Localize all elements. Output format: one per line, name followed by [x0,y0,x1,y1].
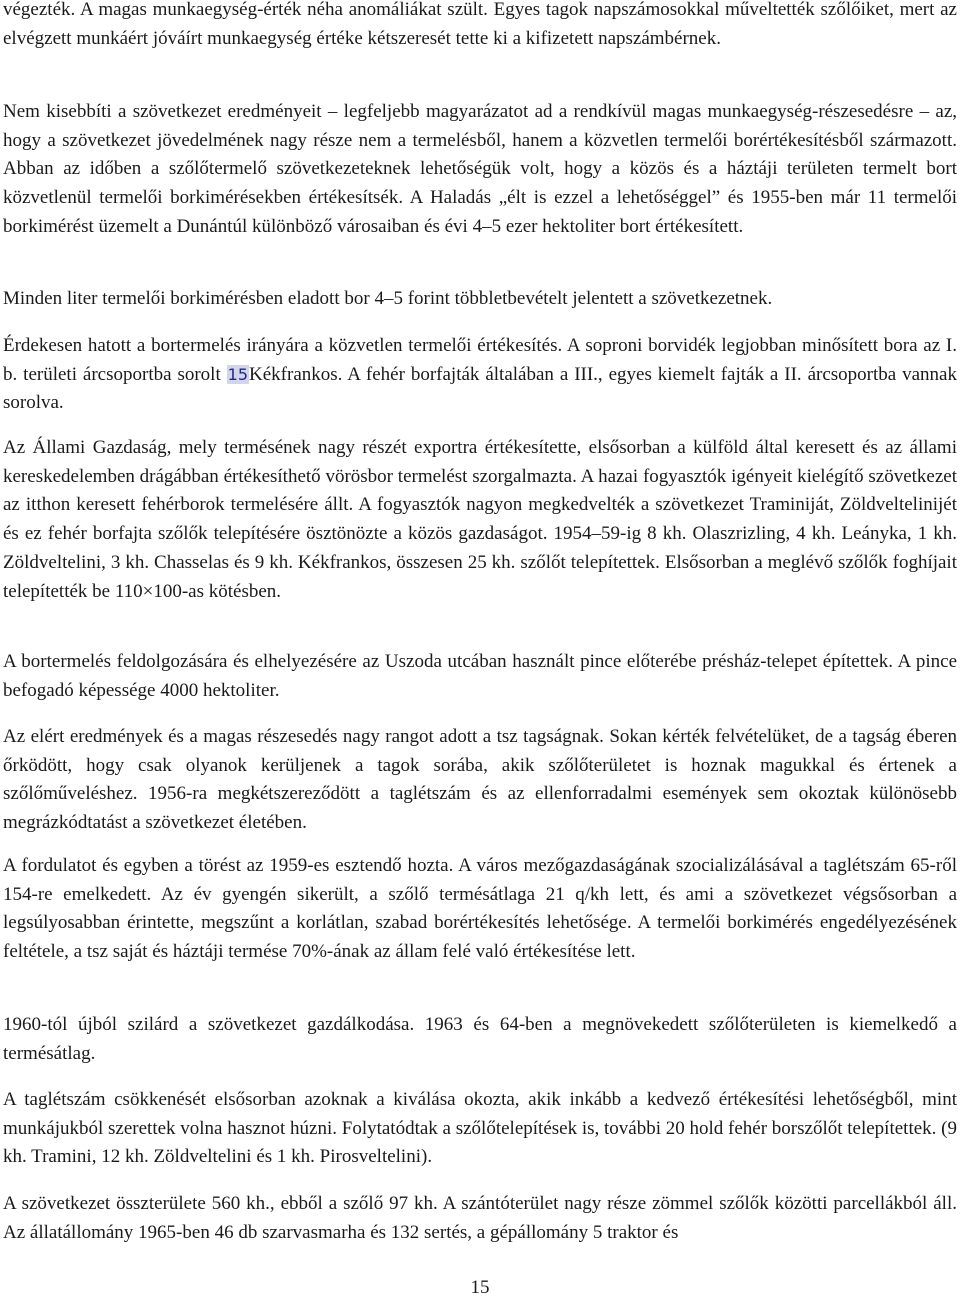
paragraph-9: 1960-tól újból szilárd a szövetkezet gazdálkodása. 1963 és 64-ben a megnövekedett szőlőterületen is kiemelkedő a termésátlag. [3,1014,957,1064]
paragraph-4 [3,332,957,418]
paragraph-5: Az Állami Gazdaság, mely termésének nagy részét exportra értékesítette, elsősorban a külföld által keresett és az állami kereskedelemben drágábban értékesíthető vörösbor termelést szorgalmazta. A hazai fogyasztók igényeit kielégítő szövetkezet az itthon keresett fehérborok termelésére állt. A fogyasztók nagyon megkedvelték a szövetkezet Traminiját, Zöldveltelinijét és ez fehér borfajta szőlők telepítésére ösztönözte a közös gazdaságot. 1954–59-ig 8 kh. Olaszrizling, 4 kh. Leányka, 1 kh. Zöldveltelini, 3 kh. Chasselas és 9 kh. Kékfrankos, összesen 25 kh. szőlőt telepítettek. Elsősorban a meglévő szőlők foghíjait telepítették be 110×100-as kötésben. [3,437,957,602]
paragraph-7: Az elért eredmények és a magas részesedés nagy rangot adott a tsz tagságnak. Sokan kérték felvételüket, de a tagság éberen őrködött, hogy csak olyanok kerüljenek a tagok sorába, akik szőlőterületet is hoznak magukkal és értenek a szőlőműveléshez. 1956-ra megkétszereződött a taglétszám és az ellenforradalmi események sem okoztak különösebb megrázkódtatást a szövetkezet életében. [3,726,957,834]
paragraph-4-text-after: Kékfrankos. A fehér borfajták általában a III., egyes kiemelt fajták a II. árcsoportba vannak sorolva. [3,363,957,414]
page-number: 15 [470,1277,490,1298]
paragraph-8: A fordulatot és egyben a törést az 1959-es esztendő hozta. A város mezőgazdaságának szocializálásával a taglétszám 65-ről 154-re emelkedett. Az év gyengén sikerült, a szőlő termésátlaga 21 q/kh lett, és ami a szövetkezet végsősorban a legsúlyosabban érintette, megszűnt a korlátlan, szabad borértékesítés lehetősége. A termelői borkimérés engedélyezésének feltétele, a tsz saját és háztáji termése 70%-ának az állam felé való értékesítése lett. [3,855,957,963]
paragraph-2: Nem kisebbíti a szövetkezet eredményeit – legfeljebb magyarázatot ad a rendkívül magas munkaegység-részesedésre – az, hogy a szövetkezet jövedelmének nagy része nem a termelésből, hanem a közvetlen termelői borértékesítésből származott. Abban az időben a szőlőtermelő szövetkezeteknek lehetőségük volt, hogy a közös és a háztáji területen termelt bort közvetlenül termelői borkimérésekben értékesítsék. A Haladás „élt is ezzel a lehetőséggel” és 1955-ben már 11 termelői borkimérést üzemelt a Dunántúl különböző városaiban és évi 4–5 ezer hektoliter bort értékesített. [3,101,957,237]
paragraph-11: A szövetkezet összterülete 560 kh., ebből a szőlő 97 kh. A szántóterület nagy része zömmel szőlők közötti parcellákból áll. Az állatállomány 1965-ben 46 db szarvasmarha és 132 sertés, a gépállomány 5 traktor és [3,1193,957,1243]
footnote-marker[interactable]: 15 [227,364,249,384]
paragraph-10: A taglétszám csökkenését elsősorban azoknak a kiválása okozta, akik inkább a kedvező értékesítési lehetőségből, mint munkájukból szerettek volna hasznot húzni. Folytatódtak a szőlőtelepítések is, további 20 hold fehér borszőlőt telepítettek. (9 kh. Tramini, 12 kh. Zöldveltelini és 1 kh. Pirosveltelini). [3,1089,957,1168]
paragraph-1: végezték. A magas munkaegység-érték néha anomáliákat szült. Egyes tagok napszámosokkal műveltették szőlőiket, mert az elvégzett munkáért jóváírt munkaegység értéke kétszeresét tette ki a kifizetett napszámbérnek. [3,0,957,49]
paragraph-3: Minden liter termelői borkimérésben eladott bor 4–5 forint többletbevételt jelentett a szövetkezetnek. [3,288,773,309]
paragraph-4-text-before: Érdekesen hatott a bortermelés irányára a közvetlen termelői értékesítés. A soproni borvidék legjobban minősített bora az I. b. területi árcsoportba sorolt [3,335,957,385]
paragraph-6: A bortermelés feldolgozására és elhelyezésére az Uszoda utcában használt pince előterébe présház-telepet építettek. A pince befogadó képessége 4000 hektoliter. [3,651,957,701]
